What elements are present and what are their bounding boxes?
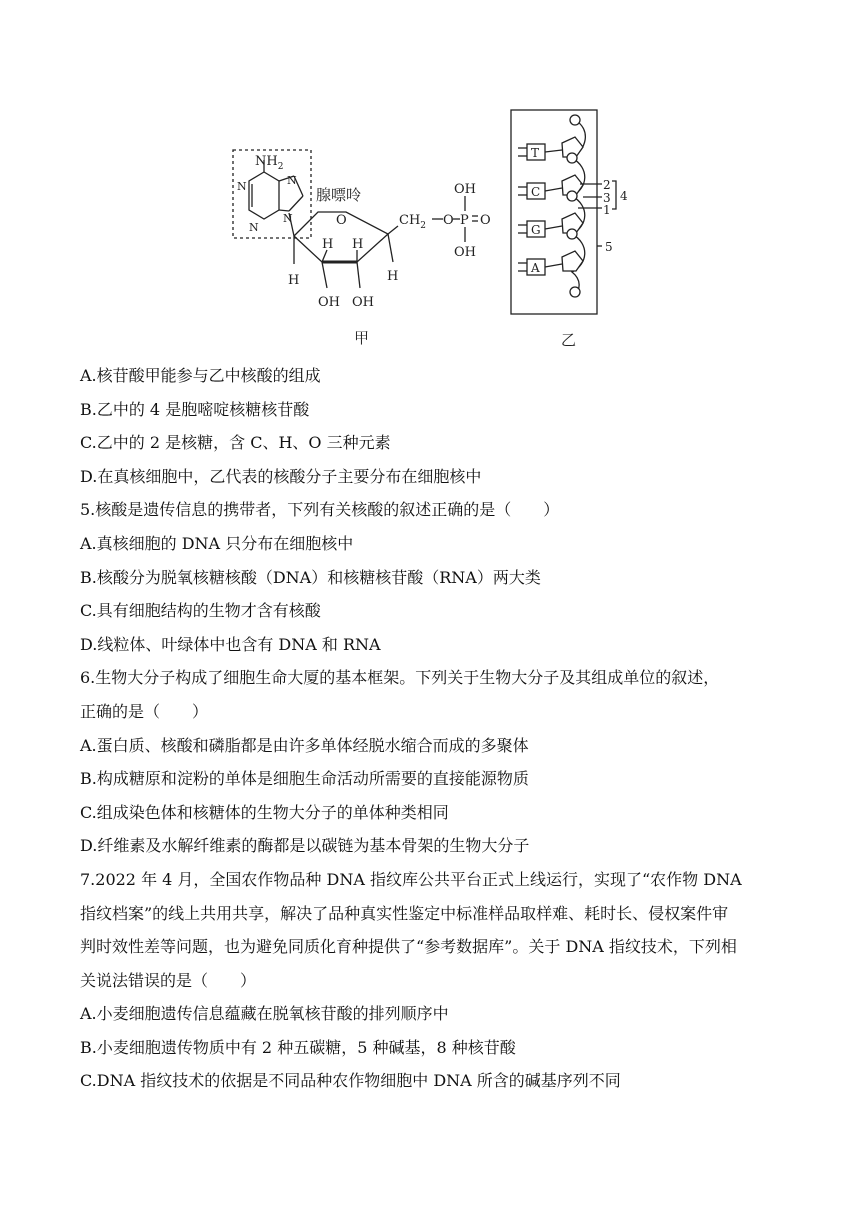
nh2-label: $NH_2$ xyxy=(255,154,284,172)
ch2-label: $CH_2$ xyxy=(399,213,427,231)
base-t: T xyxy=(531,146,540,160)
question-5-stem: 5.核酸是遗传信息的携带者，下列有关核酸的叙述正确的是（ ） xyxy=(80,500,560,520)
question-7-stem-cont-2: 判时效性差等问题，也为避免同质化育种提供了“参考数据库”。关于 DNA 指纹技术，下列相 xyxy=(80,937,737,957)
option-7c: C.DNA 指纹技术的依据是不同品种农作物细胞中 DNA 所含的碱基序列不同 xyxy=(80,1071,621,1091)
oh-label-4: OH xyxy=(454,245,476,260)
figure-jia xyxy=(233,150,478,288)
question-7-stem-cont-1: 指纹档案”的线上共用共享，解决了品种真实性鉴定中标准样品取样难、耗时长、侵权案件审 xyxy=(80,903,729,923)
question-7-stem: 7.2022 年 4 月，全国农作物品种 DNA 指纹库公共平台正式上线运行，实现了“农作物 DNA xyxy=(80,869,742,889)
ring-oxygen-label: O xyxy=(336,213,347,228)
option-5d: D.线粒体、叶绿体中也含有 DNA 和 RNA xyxy=(80,634,381,654)
h-label-2: H xyxy=(322,237,334,252)
double-oxygen-label: O xyxy=(480,213,491,228)
label-5: 5 xyxy=(605,240,613,254)
n-label-3: N xyxy=(249,221,259,234)
oh-label-1: OH xyxy=(318,295,340,310)
label-2: 2 xyxy=(603,178,611,192)
base-g: G xyxy=(531,223,541,237)
base-a: A xyxy=(531,261,540,275)
label-4: 4 xyxy=(620,189,628,203)
h-label-1: H xyxy=(288,273,300,288)
chain-units xyxy=(545,115,583,297)
base-c: C xyxy=(531,185,541,199)
option-7b: B.小麦细胞遗传物质中有 2 种五碳糖，5 种碱基，8 种核苷酸 xyxy=(80,1037,516,1057)
question-text xyxy=(80,359,790,1098)
option-6b: B.构成糖原和淀粉的单体是细胞生命活动所需要的直接能源物质 xyxy=(80,769,529,789)
label-3: 3 xyxy=(603,191,611,205)
option-4d: D.在真核细胞中，乙代表的核酸分子主要分布在细胞核中 xyxy=(80,466,482,486)
nucleotide-figure xyxy=(0,0,860,355)
p-label: P xyxy=(460,213,469,228)
option-5a: A.真核细胞的 DNA 只分布在细胞核中 xyxy=(80,533,354,553)
option-4a: A.核苷酸甲能参与乙中核酸的组成 xyxy=(80,366,321,385)
option-6d: D.纤维素及水解纤维素的酶都是以碳链为基本骨架的生物大分子 xyxy=(80,836,530,856)
figure-yi xyxy=(511,110,616,314)
label-1: 1 xyxy=(603,203,611,217)
option-5c: C.具有细胞结构的生物才含有核酸 xyxy=(80,601,321,621)
question-6-stem: 6.生物大分子构成了细胞生命大厦的基本框架。下列关于生物大分子及其组成单位的叙述， xyxy=(80,668,720,688)
question-6-stem-cont: 正确的是（ ） xyxy=(80,701,209,721)
option-6c: C.组成染色体和核糖体的生物大分子的单体种类相同 xyxy=(80,802,449,822)
caption-yi: 乙 xyxy=(561,331,577,349)
option-4b: B.乙中的 4 是胞嘧啶核糖核苷酸 xyxy=(80,399,310,419)
n-label-2: N xyxy=(287,174,297,187)
option-6a: A.蛋白质、核酸和磷脂都是由许多单体经脱水缩合而成的多聚体 xyxy=(80,735,529,755)
adenine-label: 腺嘌呤 xyxy=(316,186,362,204)
caption-jia: 甲 xyxy=(354,329,370,347)
n-label-1: N xyxy=(237,180,247,193)
oh-label-3: OH xyxy=(454,182,476,197)
oh-label-2: OH xyxy=(352,295,374,310)
option-5b: B.核酸分为脱氧核糖核酸（DNA）和核糖核苷酸（RNA）两大类 xyxy=(80,567,541,587)
option-7a: A.小麦细胞遗传信息蕴藏在脱氧核苷酸的排列顺序中 xyxy=(80,1004,449,1024)
link-oxygen-label: O xyxy=(443,213,454,228)
h-label-4: H xyxy=(387,269,399,284)
option-4c: C.乙中的 2 是核糖，含 C、H、O 三种元素 xyxy=(80,433,391,453)
h-label-3: H xyxy=(352,237,364,252)
n-label-4: N xyxy=(283,212,293,225)
question-7-stem-cont-3: 关说法错误的是（ ） xyxy=(80,970,257,990)
